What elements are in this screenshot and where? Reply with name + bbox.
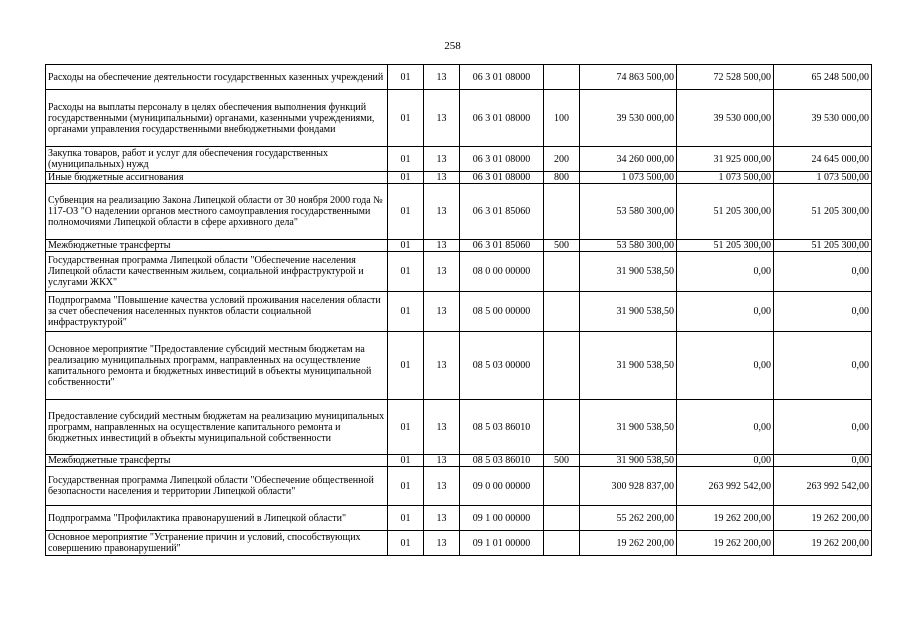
podrazdel-cell: 13 [424, 400, 460, 455]
table-row [46, 332, 872, 400]
amount-year2-cell: 1 073 500,00 [677, 172, 774, 184]
table-row [46, 172, 872, 184]
row-name: Субвенция на реализацию Закона Липецкой области от 30 ноября 2000 года № 117-ОЗ "О наделении органов местного самоуправления государственными полномочиями Липецкой области в сфере архивного дела" [46, 184, 388, 240]
target-article-cell: 06 3 01 85060 [460, 184, 544, 240]
row-name: Расходы на обеспечение деятельности государственных казенных учреждений [46, 65, 388, 90]
expense-type-cell [544, 292, 580, 332]
amount-year1-cell: 55 262 200,00 [580, 506, 677, 531]
table-row [46, 90, 872, 147]
row-name: Основное мероприятие "Устранение причин и условий, способствующих совершению правонарушений" [46, 531, 388, 556]
amount-year1-cell: 1 073 500,00 [580, 172, 677, 184]
expense-type-cell [544, 400, 580, 455]
row-name: Закупка товаров, работ и услуг для обеспечения государственных (муниципальных) нужд [46, 147, 388, 172]
table-row [46, 65, 872, 90]
amount-year2-cell: 0,00 [677, 400, 774, 455]
amount-year3-cell: 0,00 [774, 292, 872, 332]
podrazdel-cell: 13 [424, 467, 460, 506]
podrazdel-cell: 13 [424, 90, 460, 147]
podrazdel-cell: 13 [424, 332, 460, 400]
amount-year2-cell: 0,00 [677, 455, 774, 467]
razdel-cell: 01 [388, 65, 424, 90]
razdel-cell: 01 [388, 90, 424, 147]
row-name: Расходы на выплаты персоналу в целях обеспечения выполнения функций государственными (муниципальными) органами, казенными учреждениями, органами управления государственными внебюджетными фондами [46, 90, 388, 147]
target-article-cell: 06 3 01 08000 [460, 90, 544, 147]
amount-year3-cell: 0,00 [774, 455, 872, 467]
expense-type-cell: 500 [544, 455, 580, 467]
table-row [46, 467, 872, 506]
podrazdel-cell: 13 [424, 65, 460, 90]
podrazdel-cell: 13 [424, 292, 460, 332]
amount-year1-cell: 34 260 000,00 [580, 147, 677, 172]
amount-year3-cell: 19 262 200,00 [774, 506, 872, 531]
amount-year3-cell: 0,00 [774, 400, 872, 455]
table-row [46, 400, 872, 455]
amount-year3-cell: 24 645 000,00 [774, 147, 872, 172]
amount-year3-cell: 51 205 300,00 [774, 240, 872, 252]
amount-year1-cell: 31 900 538,50 [580, 332, 677, 400]
table-row [46, 455, 872, 467]
expense-type-cell [544, 506, 580, 531]
amount-year3-cell: 0,00 [774, 252, 872, 292]
amount-year3-cell: 51 205 300,00 [774, 184, 872, 240]
razdel-cell: 01 [388, 467, 424, 506]
razdel-cell: 01 [388, 332, 424, 400]
expense-type-cell: 200 [544, 147, 580, 172]
target-article-cell: 06 3 01 08000 [460, 172, 544, 184]
target-article-cell: 08 5 03 00000 [460, 332, 544, 400]
amount-year3-cell: 39 530 000,00 [774, 90, 872, 147]
table-row [46, 240, 872, 252]
amount-year2-cell: 19 262 200,00 [677, 506, 774, 531]
razdel-cell: 01 [388, 240, 424, 252]
razdel-cell: 01 [388, 506, 424, 531]
row-name: Межбюджетные трансферты [46, 240, 388, 252]
row-name: Государственная программа Липецкой области "Обеспечение общественной безопасности населения и территории Липецкой области" [46, 467, 388, 506]
amount-year1-cell: 53 580 300,00 [580, 184, 677, 240]
podrazdel-cell: 13 [424, 455, 460, 467]
razdel-cell: 01 [388, 292, 424, 332]
expense-type-cell [544, 65, 580, 90]
row-name: Межбюджетные трансферты [46, 455, 388, 467]
target-article-cell: 06 3 01 08000 [460, 147, 544, 172]
target-article-cell: 06 3 01 08000 [460, 65, 544, 90]
amount-year2-cell: 0,00 [677, 252, 774, 292]
expense-type-cell [544, 252, 580, 292]
expense-type-cell [544, 467, 580, 506]
row-name: Государственная программа Липецкой области "Обеспечение населения Липецкой области качественным жильем, социальной инфраструктурой и услугами ЖКХ" [46, 252, 388, 292]
podrazdel-cell: 13 [424, 240, 460, 252]
expense-type-cell: 500 [544, 240, 580, 252]
razdel-cell: 01 [388, 172, 424, 184]
amount-year1-cell: 300 928 837,00 [580, 467, 677, 506]
razdel-cell: 01 [388, 400, 424, 455]
target-article-cell: 08 0 00 00000 [460, 252, 544, 292]
razdel-cell: 01 [388, 252, 424, 292]
expense-type-cell: 100 [544, 90, 580, 147]
target-article-cell: 08 5 03 86010 [460, 455, 544, 467]
amount-year3-cell: 65 248 500,00 [774, 65, 872, 90]
target-article-cell: 09 1 01 00000 [460, 531, 544, 556]
amount-year2-cell: 0,00 [677, 292, 774, 332]
expense-type-cell: 800 [544, 172, 580, 184]
amount-year3-cell: 19 262 200,00 [774, 531, 872, 556]
amount-year3-cell: 1 073 500,00 [774, 172, 872, 184]
amount-year1-cell: 53 580 300,00 [580, 240, 677, 252]
amount-year1-cell: 31 900 538,50 [580, 455, 677, 467]
page-number: 258 [444, 40, 461, 52]
amount-year2-cell: 31 925 000,00 [677, 147, 774, 172]
expense-type-cell [544, 332, 580, 400]
amount-year1-cell: 39 530 000,00 [580, 90, 677, 147]
podrazdel-cell: 13 [424, 172, 460, 184]
table-row [46, 506, 872, 531]
amount-year3-cell: 0,00 [774, 332, 872, 400]
table-row [46, 184, 872, 240]
amount-year2-cell: 72 528 500,00 [677, 65, 774, 90]
row-name: Предоставление субсидий местным бюджетам на реализацию муниципальных программ, направленных на осуществление капитального ремонта и бюджетных инвестиций в объекты муниципальной собственности [46, 400, 388, 455]
amount-year1-cell: 19 262 200,00 [580, 531, 677, 556]
target-article-cell: 08 5 00 00000 [460, 292, 544, 332]
row-name: Подпрограмма "Повышение качества условий проживания населения области за счет обеспечения населенных пунктов области социальной инфраструктурой" [46, 292, 388, 332]
amount-year1-cell: 31 900 538,50 [580, 252, 677, 292]
podrazdel-cell: 13 [424, 506, 460, 531]
row-name: Основное мероприятие "Предоставление субсидий местным бюджетам на реализацию муниципальных программ, направленных на осуществление капитального ремонта и бюджетных инвестиций в объекты муниципальной собственности" [46, 332, 388, 400]
razdel-cell: 01 [388, 455, 424, 467]
row-name: Подпрограмма "Профилактика правонарушений в Липецкой области" [46, 506, 388, 531]
amount-year3-cell: 263 992 542,00 [774, 467, 872, 506]
target-article-cell: 08 5 03 86010 [460, 400, 544, 455]
razdel-cell: 01 [388, 531, 424, 556]
amount-year2-cell: 19 262 200,00 [677, 531, 774, 556]
amount-year2-cell: 51 205 300,00 [677, 240, 774, 252]
budget-table [45, 64, 872, 556]
razdel-cell: 01 [388, 147, 424, 172]
amount-year2-cell: 0,00 [677, 332, 774, 400]
row-name: Иные бюджетные ассигнования [46, 172, 388, 184]
podrazdel-cell: 13 [424, 531, 460, 556]
amount-year2-cell: 263 992 542,00 [677, 467, 774, 506]
target-article-cell: 09 1 00 00000 [460, 506, 544, 531]
podrazdel-cell: 13 [424, 184, 460, 240]
amount-year1-cell: 31 900 538,50 [580, 400, 677, 455]
table-row [46, 292, 872, 332]
amount-year1-cell: 31 900 538,50 [580, 292, 677, 332]
podrazdel-cell: 13 [424, 147, 460, 172]
razdel-cell: 01 [388, 184, 424, 240]
table-row [46, 147, 872, 172]
target-article-cell: 09 0 00 00000 [460, 467, 544, 506]
expense-type-cell [544, 531, 580, 556]
amount-year2-cell: 39 530 000,00 [677, 90, 774, 147]
table-row [46, 252, 872, 292]
table-row [46, 531, 872, 556]
target-article-cell: 06 3 01 85060 [460, 240, 544, 252]
podrazdel-cell: 13 [424, 252, 460, 292]
amount-year1-cell: 74 863 500,00 [580, 65, 677, 90]
expense-type-cell [544, 184, 580, 240]
amount-year2-cell: 51 205 300,00 [677, 184, 774, 240]
